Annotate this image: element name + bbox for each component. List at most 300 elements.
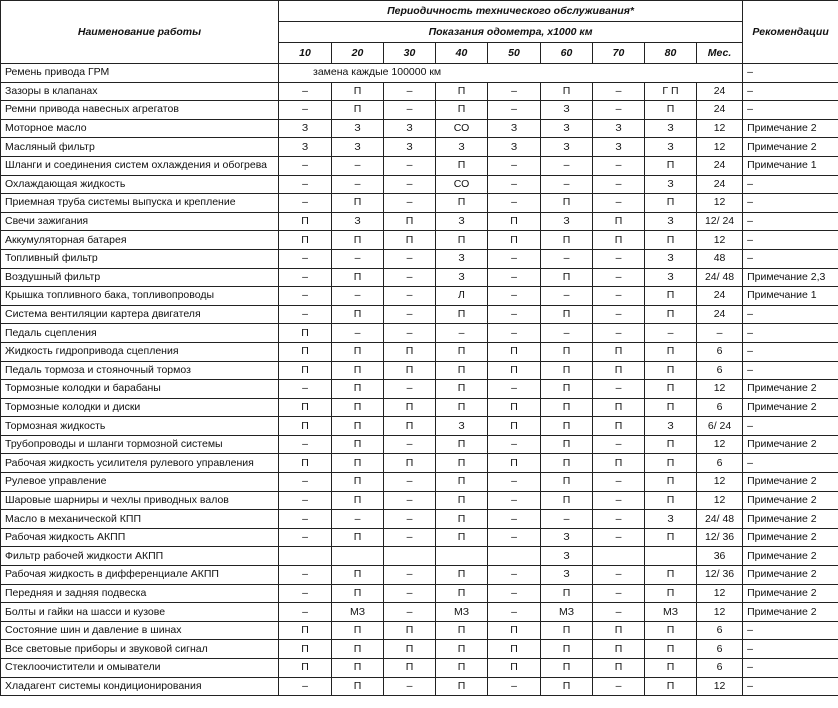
interval-cell: П [541,659,593,678]
interval-cell: – [384,677,436,696]
interval-cell: – [593,268,645,287]
interval-cell: П [541,435,593,454]
recommendation-cell: Примечание 2 [743,138,838,157]
recommendation-cell: – [743,249,838,268]
interval-cell: П [332,528,384,547]
interval-cell: П [593,231,645,250]
interval-cell: – [488,82,541,101]
work-name-cell: Трубопроводы и шланги тормозной системы [1,435,279,454]
interval-cell: – [279,380,332,399]
interval-cell [332,547,384,566]
header-periodicity: Периодичность технического обслуживания* [279,1,743,22]
recommendation-cell: – [743,324,838,343]
interval-cell: З [384,119,436,138]
interval-cell: З [541,528,593,547]
interval-cell: З [645,175,697,194]
interval-cell: П [279,398,332,417]
interval-cell: – [384,101,436,120]
months-cell: 24/ 48 [697,510,743,529]
interval-cell: – [384,510,436,529]
work-name-cell: Масло в механической КПП [1,510,279,529]
interval-cell: З [541,566,593,585]
table-row [1,510,838,529]
interval-cell: П [645,491,697,510]
interval-cell: – [488,435,541,454]
interval-cell: П [488,231,541,250]
interval-cell: П [593,398,645,417]
interval-cell: П [541,621,593,640]
interval-cell: П [436,156,488,175]
table-row [1,287,838,306]
work-name-cell: Фильтр рабочей жидкости АКПП [1,547,279,566]
work-name-cell: Ремни привода навесных агрегатов [1,101,279,120]
interval-cell: П [541,231,593,250]
months-cell: 12 [697,231,743,250]
interval-cell: – [384,491,436,510]
interval-cell: – [488,380,541,399]
work-name-cell: Масляный фильтр [1,138,279,157]
interval-cell: – [488,491,541,510]
recommendation-cell: – [743,175,838,194]
interval-cell: П [645,677,697,696]
interval-cell: П [436,454,488,473]
interval-cell: П [541,342,593,361]
interval-cell: – [488,473,541,492]
work-name-cell: Шаровые шарниры и чехлы приводных валов [1,491,279,510]
interval-cell: – [384,584,436,603]
interval-cell: П [488,659,541,678]
table-row [1,584,838,603]
interval-cell: П [488,361,541,380]
interval-cell: – [593,305,645,324]
work-name-cell: Хладагент системы кондиционирования [1,677,279,696]
interval-cell: – [593,491,645,510]
months-cell: 6 [697,398,743,417]
interval-cell: П [488,417,541,436]
work-name-cell: Крышка топливного бака, топливопроводы [1,287,279,306]
table-row [1,194,838,213]
interval-cell: П [332,380,384,399]
months-cell: 6 [697,640,743,659]
interval-cell: – [384,305,436,324]
interval-cell: – [488,603,541,622]
interval-cell: П [332,231,384,250]
interval-cell: – [593,101,645,120]
interval-cell: – [384,249,436,268]
interval-cell: П [279,417,332,436]
interval-cell [645,547,697,566]
work-name-cell: Тормозные колодки и барабаны [1,380,279,399]
table-row [1,417,838,436]
interval-cell: – [593,249,645,268]
interval-cell: П [645,361,697,380]
interval-cell: – [593,473,645,492]
table-row [1,231,838,250]
table-row [1,249,838,268]
interval-cell: – [279,249,332,268]
interval-cell: З [488,119,541,138]
interval-cell: П [384,417,436,436]
interval-cell: П [645,566,697,585]
interval-cell: П [593,640,645,659]
interval-cell: П [332,473,384,492]
header-odometer: Показания одометра, х1000 км [279,22,743,43]
interval-cell: – [384,380,436,399]
interval-cell: СО [436,119,488,138]
interval-cell: – [541,510,593,529]
recommendation-cell: Примечание 2 [743,510,838,529]
interval-cell: З [645,138,697,157]
table-row [1,64,838,83]
interval-cell: П [645,473,697,492]
interval-cell: П [436,566,488,585]
interval-cell: З [488,138,541,157]
interval-cell: П [436,677,488,696]
recommendation-cell: – [743,194,838,213]
interval-cell: – [332,249,384,268]
interval-cell: П [332,640,384,659]
work-name-cell: Педаль сцепления [1,324,279,343]
months-cell: 24 [697,287,743,306]
interval-cell: П [488,640,541,659]
interval-cell: П [645,584,697,603]
interval-cell: П [332,361,384,380]
recommendation-cell: Примечание 2 [743,584,838,603]
months-cell: 24 [697,305,743,324]
table-row [1,621,838,640]
work-name-cell: Состояние шин и давление в шинах [1,621,279,640]
interval-cell: – [593,324,645,343]
interval-cell: – [279,473,332,492]
interval-cell: П [436,82,488,101]
interval-cell: П [332,101,384,120]
interval-cell: – [384,287,436,306]
recommendation-cell: – [743,212,838,231]
interval-cell: П [488,342,541,361]
work-name-cell: Тормозная жидкость [1,417,279,436]
interval-cell: П [332,268,384,287]
table-row [1,175,838,194]
recommendation-cell: Примечание 2,3 [743,268,838,287]
months-cell: 12/ 36 [697,566,743,585]
interval-cell: – [593,435,645,454]
interval-cell: П [645,528,697,547]
interval-cell: П [541,194,593,213]
months-cell: 12 [697,491,743,510]
work-name-cell: Стеклоочистители и омыватели [1,659,279,678]
interval-cell: – [279,510,332,529]
interval-cell: – [332,156,384,175]
work-name-cell: Охлаждающая жидкость [1,175,279,194]
recommendation-cell: Примечание 2 [743,603,838,622]
interval-cell: – [279,435,332,454]
recommendation-cell: Примечание 1 [743,156,838,175]
interval-cell: – [488,510,541,529]
interval-cell: П [541,473,593,492]
interval-cell: П [541,305,593,324]
interval-cell: – [384,603,436,622]
months-cell: 6 [697,361,743,380]
interval-cell: З [436,138,488,157]
interval-cell: П [541,82,593,101]
months-cell: 6 [697,454,743,473]
interval-cell: – [593,528,645,547]
interval-cell: П [645,231,697,250]
recommendation-cell: – [743,454,838,473]
months-cell: 24 [697,156,743,175]
interval-cell: П [436,473,488,492]
interval-cell: З [645,417,697,436]
table-body [1,64,838,696]
interval-cell: – [488,324,541,343]
recommendation-cell: – [743,640,838,659]
interval-cell: – [384,175,436,194]
interval-cell: П [384,398,436,417]
interval-cell: З [541,138,593,157]
table-row [1,380,838,399]
months-cell: 12 [697,138,743,157]
interval-cell: СО [436,175,488,194]
interval-cell: П [332,454,384,473]
months-cell: 6 [697,342,743,361]
header-col-80: 80 [645,43,697,64]
table-row [1,268,838,287]
recommendation-cell: – [743,677,838,696]
interval-cell: З [541,212,593,231]
interval-cell: – [488,677,541,696]
interval-cell: П [332,621,384,640]
interval-cell: – [488,287,541,306]
interval-cell: – [488,156,541,175]
interval-cell: – [279,566,332,585]
interval-cell: – [488,249,541,268]
interval-cell: – [279,287,332,306]
table-row [1,156,838,175]
header-col-60: 60 [541,43,593,64]
interval-cell: – [332,324,384,343]
interval-cell: – [541,175,593,194]
interval-cell: З [279,119,332,138]
interval-cell: – [645,324,697,343]
interval-cell: МЗ [436,603,488,622]
months-cell: 12 [697,194,743,213]
interval-cell: П [436,640,488,659]
interval-cell: З [436,249,488,268]
recommendation-cell: – [743,659,838,678]
interval-cell: – [332,287,384,306]
table-row [1,659,838,678]
work-name-cell: Рабочая жидкость усилителя рулевого управления [1,454,279,473]
interval-cell: П [593,361,645,380]
interval-cell: – [488,268,541,287]
interval-cell: Л [436,287,488,306]
work-name-cell: Педаль тормоза и стояночный тормоз [1,361,279,380]
interval-cell: П [436,380,488,399]
interval-cell: З [436,417,488,436]
table-row [1,398,838,417]
interval-cell [593,547,645,566]
work-name-cell: Тормозные колодки и диски [1,398,279,417]
months-cell: 12/ 24 [697,212,743,231]
interval-cell: З [645,212,697,231]
interval-cell: П [279,231,332,250]
interval-cell: З [645,510,697,529]
header-col-10: 10 [279,43,332,64]
interval-cell: З [541,119,593,138]
months-cell: 48 [697,249,743,268]
interval-cell: – [541,249,593,268]
interval-cell: З [436,268,488,287]
months-cell: 6 [697,621,743,640]
interval-cell: П [593,621,645,640]
recommendation-cell: Примечание 2 [743,398,838,417]
interval-cell: П [332,305,384,324]
interval-cell: П [593,454,645,473]
table-row [1,528,838,547]
interval-cell: П [436,584,488,603]
interval-cell: П [436,101,488,120]
recommendation-cell: Примечание 2 [743,435,838,454]
interval-cell: П [541,640,593,659]
recommendation-cell: Примечание 1 [743,287,838,306]
interval-cell: З [332,138,384,157]
interval-cell: – [279,491,332,510]
work-name-cell: Рабочая жидкость АКПП [1,528,279,547]
interval-cell: З [279,138,332,157]
interval-cell: П [645,342,697,361]
interval-cell: П [541,361,593,380]
table-row [1,454,838,473]
header-col-months: Мес. [697,43,743,64]
table-row [1,361,838,380]
interval-cell: – [279,101,332,120]
interval-cell: – [332,510,384,529]
interval-cell: П [384,454,436,473]
interval-cell: П [279,361,332,380]
interval-cell: – [279,175,332,194]
interval-cell: П [332,342,384,361]
interval-cell: – [593,82,645,101]
interval-cell: – [593,175,645,194]
interval-cell: П [436,659,488,678]
interval-cell: – [488,566,541,585]
interval-cell: – [279,194,332,213]
table-row [1,491,838,510]
interval-cell: П [645,398,697,417]
interval-cell: П [436,510,488,529]
work-name-cell: Воздушный фильтр [1,268,279,287]
interval-cell [279,547,332,566]
interval-cell: П [645,287,697,306]
interval-cell: – [332,175,384,194]
interval-cell: П [332,435,384,454]
interval-cell: П [436,435,488,454]
interval-cell: – [279,584,332,603]
interval-cell: П [436,398,488,417]
recommendation-cell: – [743,342,838,361]
header-col-70: 70 [593,43,645,64]
work-name-cell: Система вентиляции картера двигателя [1,305,279,324]
interval-cell: МЗ [332,603,384,622]
interval-cell: П [332,677,384,696]
interval-cell: П [332,659,384,678]
table-row [1,119,838,138]
interval-cell: – [488,528,541,547]
months-cell: 12/ 36 [697,528,743,547]
interval-cell: П [436,342,488,361]
interval-cell: П [332,566,384,585]
interval-cell: – [488,584,541,603]
interval-cell: – [436,324,488,343]
work-name-cell: Приемная труба системы выпуска и крепление [1,194,279,213]
work-name-cell: Шланги и соединения систем охлаждения и обогрева [1,156,279,175]
months-cell: 24/ 48 [697,268,743,287]
table-row [1,342,838,361]
interval-cell: П [332,417,384,436]
interval-cell: П [541,584,593,603]
interval-cell [384,547,436,566]
recommendation-cell: – [743,305,838,324]
interval-cell: З [645,119,697,138]
interval-cell: П [384,621,436,640]
table-row [1,101,838,120]
recommendation-cell: – [743,361,838,380]
interval-cell: – [593,566,645,585]
table-row [1,82,838,101]
header-col-40: 40 [436,43,488,64]
work-name-cell: Передняя и задняя подвеска [1,584,279,603]
table-row [1,677,838,696]
interval-cell: П [436,361,488,380]
recommendation-cell: – [743,621,838,640]
recommendation-cell: Примечание 2 [743,528,838,547]
interval-cell: П [645,454,697,473]
interval-cell: – [488,101,541,120]
interval-cell: – [384,324,436,343]
interval-cell: – [541,324,593,343]
months-cell: 12 [697,677,743,696]
interval-cell: МЗ [645,603,697,622]
interval-cell: З [593,138,645,157]
recommendation-cell: Примечание 2 [743,491,838,510]
header-col-50: 50 [488,43,541,64]
interval-cell: П [541,380,593,399]
interval-cell: – [384,528,436,547]
interval-cell: – [384,473,436,492]
header-recommendations: Рекомендации [743,1,838,64]
months-cell: 6/ 24 [697,417,743,436]
months-cell: 36 [697,547,743,566]
interval-cell: П [645,380,697,399]
interval-cell: – [593,584,645,603]
interval-cell: – [279,305,332,324]
interval-cell: З [645,249,697,268]
interval-cell: П [436,231,488,250]
interval-cell: П [332,584,384,603]
recommendation-cell: Примечание 2 [743,119,838,138]
months-cell: 12 [697,435,743,454]
interval-cell: – [279,603,332,622]
work-name-cell: Болты и гайки на шасси и кузове [1,603,279,622]
interval-cell: З [384,138,436,157]
work-name-cell: Ремень привода ГРМ [1,64,279,83]
header-col-30: 30 [384,43,436,64]
interval-cell: З [436,212,488,231]
interval-cell: П [332,82,384,101]
interval-cell: – [384,435,436,454]
recommendation-cell: – [743,64,838,83]
interval-cell: – [384,268,436,287]
